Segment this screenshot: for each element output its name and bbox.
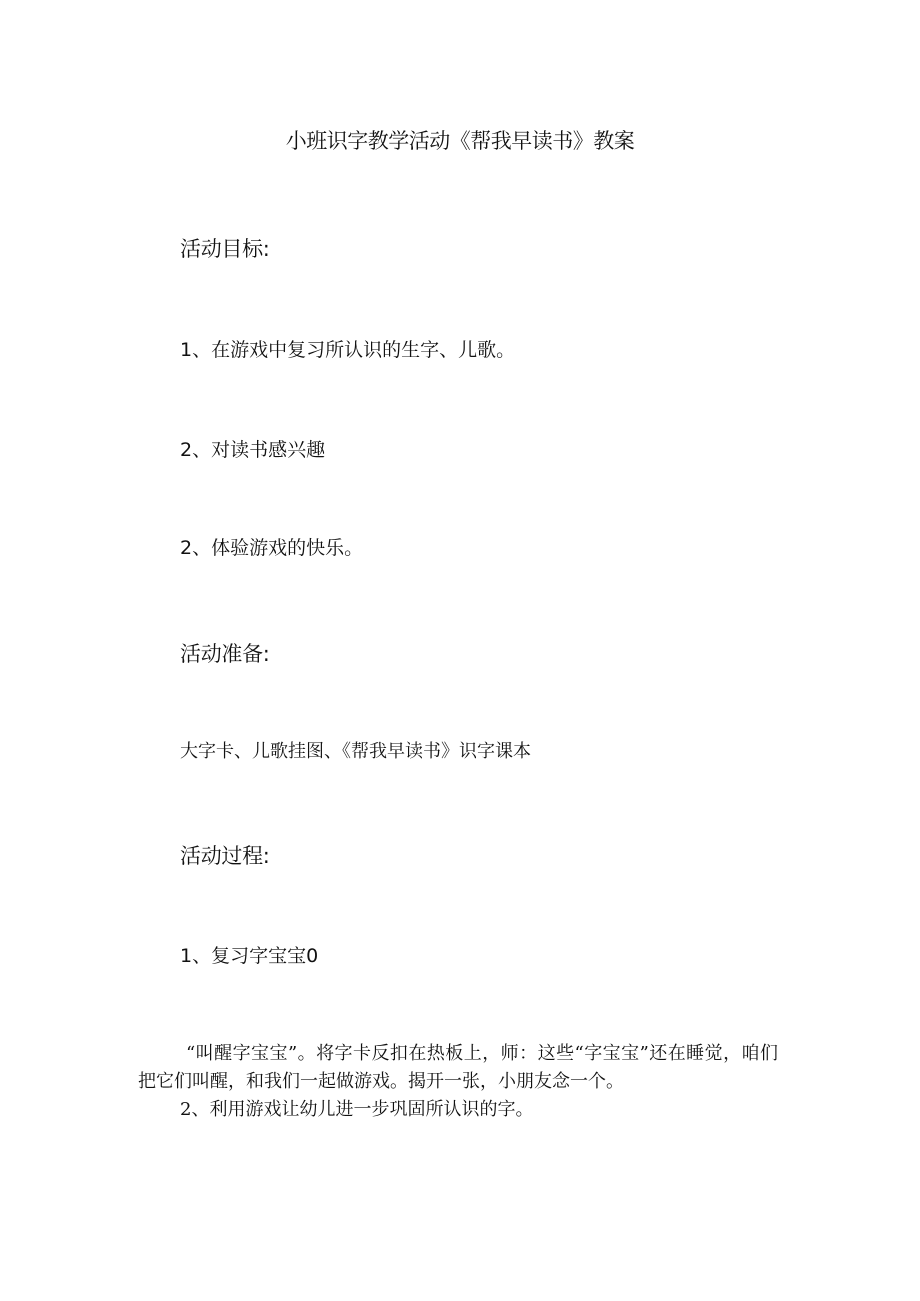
preparation-text: 大字卡、儿歌挂图、《帮我早读书》识字课本 xyxy=(180,741,531,762)
goals-heading: 活动目标: xyxy=(180,237,270,261)
process-heading: 活动过程: xyxy=(180,844,270,868)
goal-item-1: 1、在游戏中复习所认识的生字、儿歌。 xyxy=(180,339,516,361)
document-title: 小班识字教学活动《帮我早读书》教案 xyxy=(285,129,635,153)
process-step-1-paragraph xyxy=(138,1040,778,1096)
process-step-2: 2、利用游戏让幼儿进一步巩固所认识的字。 xyxy=(180,1099,534,1120)
process-step-1: 1、复习字宝宝0 xyxy=(180,945,319,967)
process-step-1-text: “叫醒字宝宝”。将字卡反扣在热板上，师：这些“字宝宝”还在睡觉，咱们把它们叫醒，和我们一起做游戏。揭开一张，小朋友念一个。 xyxy=(138,1043,778,1092)
goal-item-2: 2、对读书感兴趣 xyxy=(180,439,326,461)
goal-item-3: 2、体验游戏的快乐。 xyxy=(180,537,364,559)
preparation-heading: 活动准备: xyxy=(180,642,270,666)
